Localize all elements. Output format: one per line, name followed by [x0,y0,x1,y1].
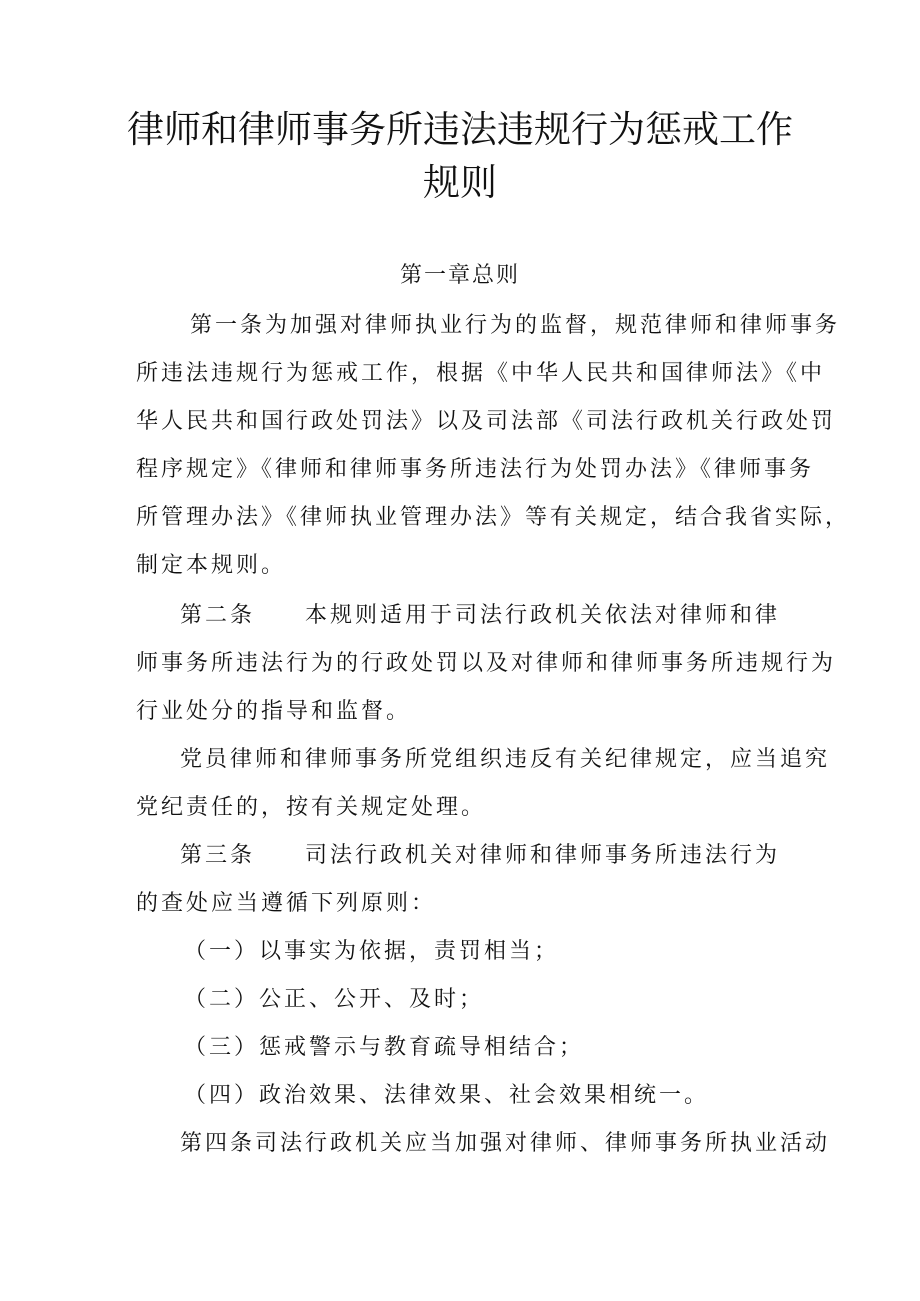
article2-text: 本规则适用于司法行政机关依法对律师和律 [305,603,781,628]
article3-line: 的查处应当遵循下列原则： [136,891,437,916]
article1-line: 所违法违规行为惩戒工作，根据《中华人民共和国律师法》《中 [136,361,826,386]
article2-line: 行业处分的指导和监督。 [136,699,412,724]
article1-line: 程序规定》《律师和律师事务所违法行为处罚办法》《律师事务 [136,457,815,482]
article3-text: 司法行政机关对律师和律师事务所违法行为 [305,843,781,868]
principle-item: （四）政治效果、法律效果、社会效果相统一。 [184,1083,710,1108]
article4-line: 第四条司法行政机关应当加强对律师、律师事务所执业活动 [180,1131,831,1156]
party-paragraph-line: 党纪责任的，按有关规定处理。 [136,795,487,820]
document-title-line2: 规则 [423,161,497,204]
article1-line: 制定本规则。 [136,553,287,578]
principle-item: （一）以事实为依据，责罚相当； [184,939,560,964]
article2-line: 师事务所违法行为的行政处罚以及对律师和律师事务所违规行为 [136,651,837,676]
article1-line: 第一条为加强对律师执业行为的监督，规范律师和律师事务 [190,313,841,338]
article2-first-line [180,602,780,630]
article1-line: 华人民共和国行政处罚法》以及司法部《司法行政机关行政处罚 [136,409,837,434]
party-paragraph-line: 党员律师和律师事务所党组织违反有关纪律规定，应当追究 [180,747,831,772]
article2-label: 第二条 [180,603,256,628]
article1-line: 所管理办法》《律师执业管理办法》等有关规定，结合我省实际， [136,505,851,530]
chapter-heading: 第一章总则 [399,263,520,288]
article3-label: 第三条 [180,843,256,868]
document-title-line1: 律师和律师事务所违法违规行为惩戒工作 [127,108,793,151]
principle-item: （三）惩戒警示与教育疏导相结合； [184,1035,585,1060]
article3-first-line [180,842,780,870]
principle-item: （二）公正、公开、及时； [184,987,485,1012]
